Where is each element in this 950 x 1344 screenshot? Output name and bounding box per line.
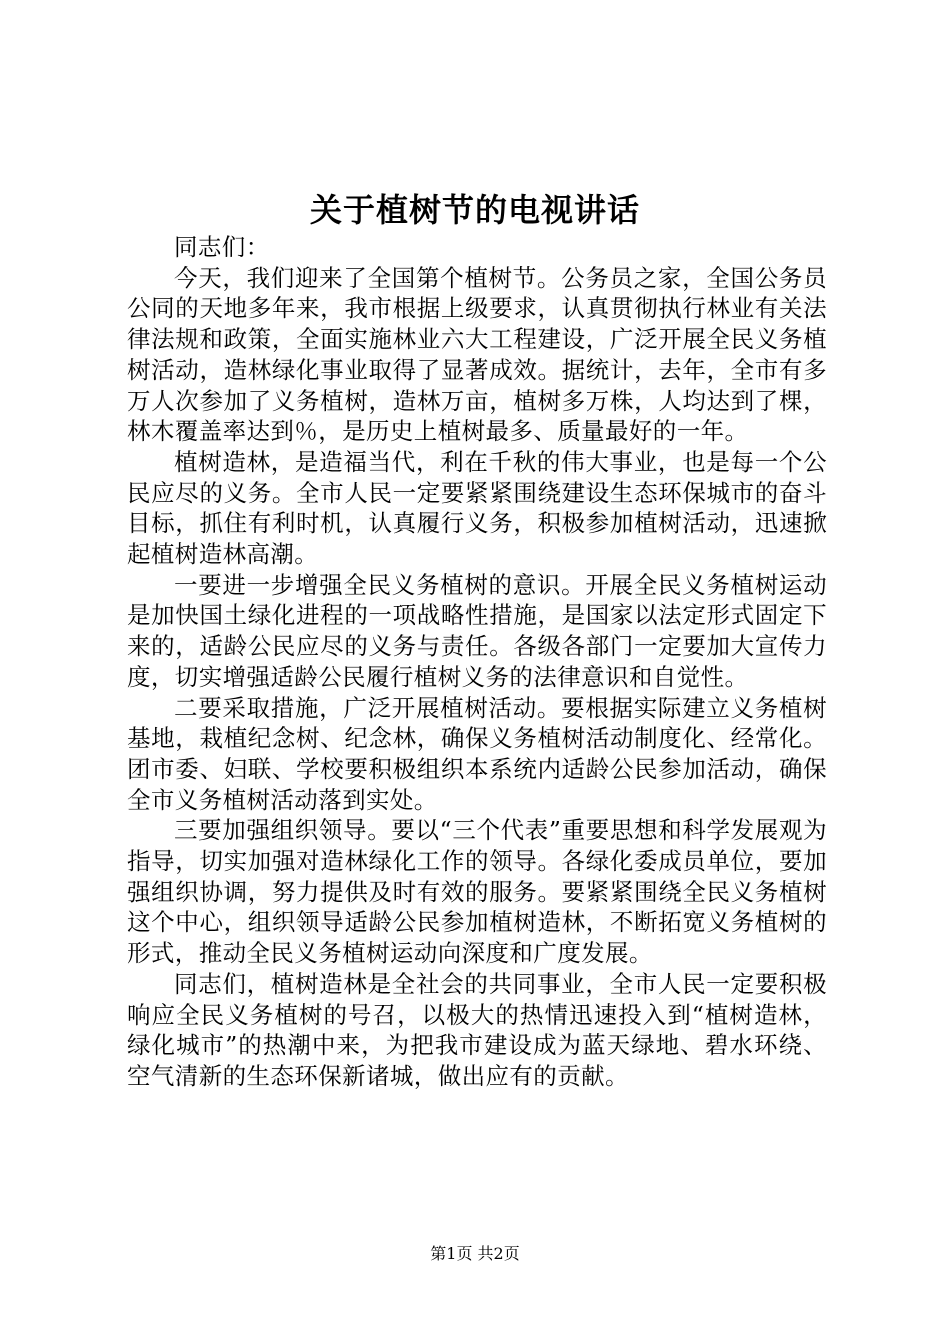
paragraph-4: 二要采取措施，广泛开展植树活动。要根据实际建立义务植树基地，栽植纪念树、纪念林，确保义务植树活动制度化、经常化。团市委、妇联、学校要积极组织本系统内适龄公民参加活动，确保全市义务植树活动落到实处。 [127,693,827,814]
paragraph-6: 同志们，植树造林是全社会的共同事业，全市人民一定要积极响应全民义务植树的号召，以极大的热情迅速投入到“植树造林，绿化城市”的热潮中来，为把我市建设成为蓝天绿地、碧水环绕、空气清新的生态环保新诸城，做出应有的贡献。 [127,969,827,1090]
document-body [127,232,827,1092]
salutation: 同志们： [174,233,270,261]
paragraph-5: 三要加强组织领导。要以“三个代表”重要思想和科学发展观为指导，切实加强对造林绿化工作的领导。各绿化委成员单位，要加强组织协调，努力提供及时有效的服务。要紧紧围绕全民义务植树这个中心，组织领导适龄公民参加植树造林，不断拓宽义务植树的形式，推动全民义务植树运动向深度和广度发展。 [127,816,827,968]
paragraph-2: 植树造林，是造福当代，利在千秋的伟大事业，也是每一个公民应尽的义务。全市人民一定要紧紧围绕建设生态环保城市的奋斗目标，抓住有利时机，认真履行义务，积极参加植树活动，迅速掀起植树造林高潮。 [127,447,827,569]
paragraph-1: 今天，我们迎来了全国第个植树节。公务员之家，全国公务员公同的天地多年来，我市根据上级要求，认真贯彻执行林业有关法律法规和政策，全面实施林业六大工程建设，广泛开展全民义务植树活动，造林绿化事业取得了显著成效。据统计，去年，全市有多万人次参加了义务植树，造林万亩，植树多万株，人均达到了棵，林木覆盖率达到％，是历史上植树最多、质量最好的一年。 [127,263,827,446]
page-number-footer: 第1页 共2页 [430,1244,520,1263]
document-title: 关于植树节的电视讲话 [309,191,640,229]
paragraph-3: 一要进一步增强全民义务植树的意识。开展全民义务植树运动是加快国土绿化进程的一项战略性措施，是国家以法定形式固定下来的，适龄公民应尽的义务与责任。各级各部门一定要加大宣传力度，切实增强适龄公民履行植树义务的法律意识和自觉性。 [127,570,827,691]
